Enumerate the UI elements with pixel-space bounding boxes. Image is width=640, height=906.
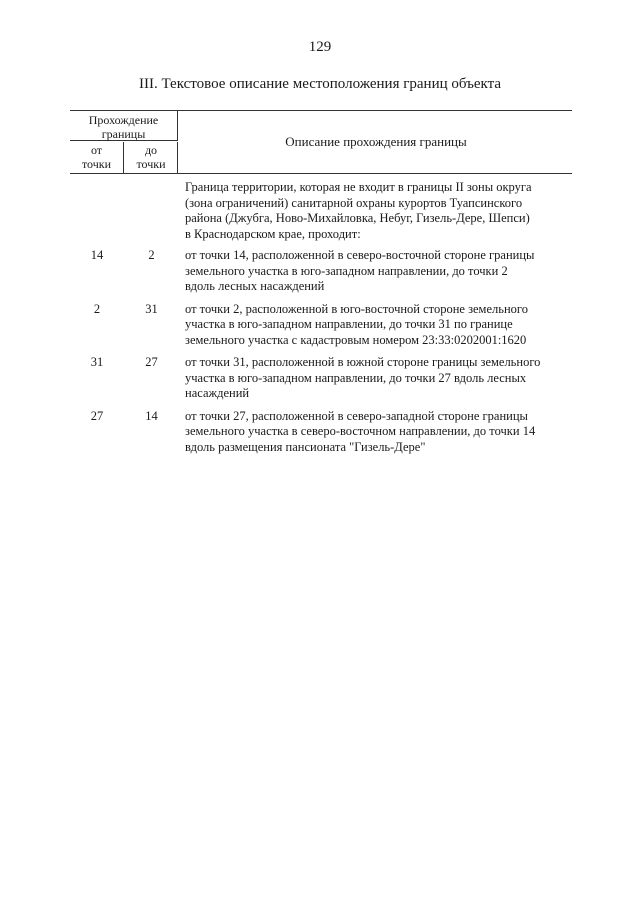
to-point-cell: 27 [145, 355, 158, 369]
description-cell: от точки 27, расположенной в северо-западной стороне границы земельного участка в северо-восточном направлении, до точки 14 вдоль размещения пансионата "Гизель-Дере" [185, 408, 536, 454]
table-body [70, 180, 572, 462]
table-row [70, 302, 572, 349]
description-cell: от точки 2, расположенной в юго-восточной стороне земельного участка в юго-западном направлении, до точки 31 по границе земельного участка с кадастровым номером 23:33:0202001:1620 [185, 301, 528, 347]
to-point-cell: 31 [145, 301, 158, 316]
intro-description: Граница территории, которая не входит в границы II зоны округа (зона ограничений) санитарной охраны курортов Туапсинского района (Джубга, Ново-Михайловка, Небуг, Гизель-Дере, Шепси) в Краснодарском крае, проходит: [185, 180, 532, 241]
from-point-cell: 14 [90, 248, 104, 262]
from-point-cell: 27 [90, 408, 104, 423]
header-boundary-passage: Прохождение границы [70, 111, 178, 141]
section-title: III. Текстовое описание местоположения границ объекта [138, 76, 502, 92]
table-row [70, 355, 572, 402]
to-point-cell: 14 [145, 408, 158, 423]
header-to-point: до точки [125, 142, 178, 173]
table-row-intro [70, 180, 572, 242]
from-point-cell: 2 [93, 301, 101, 316]
description-cell: от точки 31, расположенной в южной стороне границы земельного участка в юго-западном направлении, до точки 27 вдоль лесных насаждений [185, 355, 541, 400]
table-header [70, 110, 572, 174]
description-cell: от точки 14, расположенной в северо-восточной стороне границы земельного участка в юго-западном направлении, до точки 2 вдоль лесных насаждений [185, 248, 535, 293]
table-row [70, 409, 572, 456]
page-number: 129 [308, 39, 332, 55]
header-description [180, 111, 572, 173]
header-from-point: от точки [70, 142, 124, 173]
table-row [70, 248, 572, 295]
header-description-label: Описание прохождения границы [285, 134, 467, 149]
to-point-cell: 2 [148, 248, 155, 262]
from-point-cell: 31 [90, 355, 104, 369]
